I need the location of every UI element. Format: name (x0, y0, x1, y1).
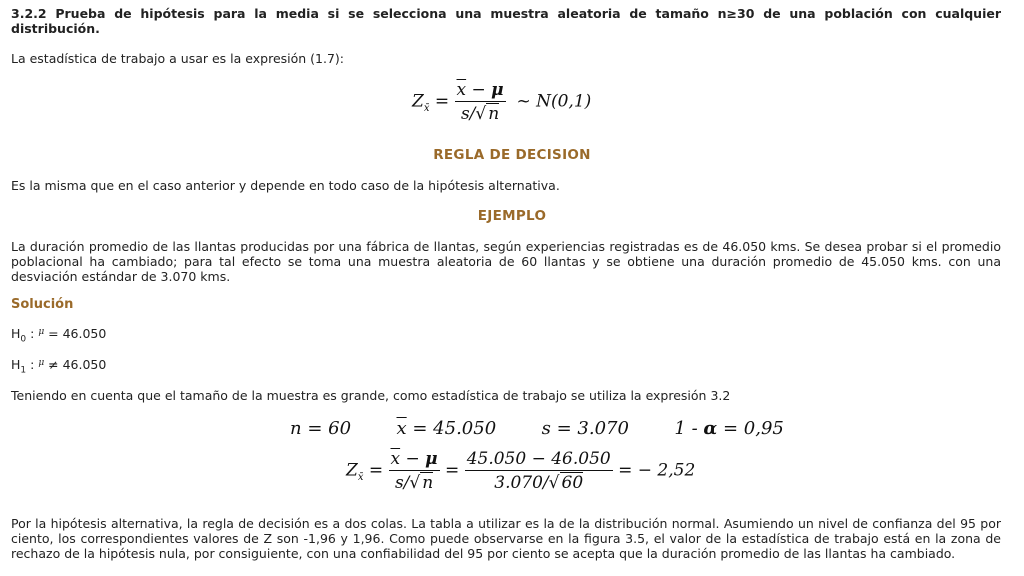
solution-text: Teniendo en cuenta que el tamaño de la muestra es grande, como estadística de trabajo se utiliza la expresión 3.2 (11, 388, 731, 403)
null-hypothesis (11, 326, 106, 345)
given-s: s = 3.070 (541, 418, 629, 439)
formula2-numeric-s: 3.070/ (494, 473, 549, 493)
formula-given-values (290, 418, 784, 439)
given-alpha-value: = 0,95 (717, 418, 784, 439)
formula1-distribution: ~ N(0,1) (516, 91, 592, 112)
h0-mu: μ (38, 327, 45, 337)
section-title: 3.2.2 Prueba de hipótesis para la media si se selecciona una muestra aleatoria de tamaño n≥30 de una población con cualquier distribución. (11, 6, 1001, 36)
formula1-minus: − (466, 80, 492, 100)
h1-subscript: 1 (20, 365, 27, 376)
given-alpha-prefix: 1 - (674, 418, 704, 439)
formula2-eq2: = (445, 460, 460, 481)
rule-title: REGLA DE DECISION (433, 147, 591, 163)
alternative-hypothesis (11, 357, 106, 376)
example-text: La duración promedio de las llantas producidas por una fábrica de llantas, según experiencias registradas es de 46.050 kms. Se desea probar si el promedio poblacional ha cambiado; para tal efecto se toma una muestra aleatoria de 60 llantas y se obtiene una duración promedio de 45.050 kms. con una desviación estándar de 3.070 kms. (11, 239, 1001, 284)
formula2-lhs: Z (346, 460, 358, 481)
formula1-n: n (488, 104, 500, 124)
formula2-fraction-numeric (465, 449, 613, 493)
given-n: n = 60 (290, 418, 352, 439)
formula1-sub: x̄ (423, 102, 430, 114)
formula2-xbar: $\overline{x}$ (390, 449, 401, 469)
intro-text: La estadística de trabajo a usar es la expresión (1.7): (11, 51, 345, 66)
solution-label: Solución (11, 297, 74, 312)
given-xbar-symbol: $\overline{x}$ (396, 418, 407, 439)
formula2-n: n (422, 473, 434, 493)
formula1-fraction (455, 80, 506, 124)
h0-subscript: 0 (20, 334, 27, 345)
formula-z-calculation (346, 449, 695, 493)
formula2-numeric-root: √ (548, 473, 560, 493)
conclusion-text: Por la hipótesis alternativa, la regla de decisión es a dos colas. La tabla a utilizar es la de la distribución normal. Asumiendo un nivel de confianza del 95 por ciento, los correspondientes valores de Z son -1,96 y 1,96. Como puede observarse en la figura 3.5, el valor de la estadística de trabajo está en la zona de rechazo de la hipótesis nula, por consiguiente, con una confiabilidad del 95 por ciento se acepta que la duración promedio de las llantas ha cambiado. (11, 516, 1001, 561)
h0-value: = 46.050 (44, 326, 107, 341)
formula2-mu: μ (425, 449, 438, 469)
formula1-mu: μ (491, 80, 504, 100)
formula2-minus: − (400, 449, 426, 469)
h1-mu: μ (38, 358, 45, 368)
formula2-s: s/ (394, 473, 410, 493)
formula1-s: s/ (460, 104, 476, 124)
formula-z-statistic (412, 80, 591, 124)
formula1-eq: = (434, 91, 450, 112)
formula2-sub: x̄ (357, 471, 364, 483)
formula1-root: √ (475, 104, 487, 124)
formula2-eq: = (368, 460, 384, 481)
formula2-fraction-symbolic (389, 449, 440, 493)
h0-letter: H (11, 326, 21, 341)
h1-colon: : (26, 357, 39, 372)
given-alpha-symbol: α (703, 418, 718, 439)
rule-text: Es la misma que en el caso anterior y depende en todo caso de la hipótesis alternativa. (11, 178, 560, 193)
formula2-numeric-numerator: 45.050 − 46.050 (466, 449, 611, 469)
h1-value: ≠ 46.050 (44, 357, 107, 372)
formula1-xbar: $\overline{x}$ (456, 80, 467, 100)
formula1-lhs: Z (412, 91, 424, 112)
h1-letter: H (11, 357, 21, 372)
h0-colon: : (26, 326, 39, 341)
formula2-numeric-n: 60 (561, 473, 584, 493)
formula2-root: √ (409, 473, 421, 493)
given-xbar-value: = 45.050 (406, 418, 497, 439)
example-title: EJEMPLO (477, 208, 547, 224)
formula2-result: = − 2,52 (618, 460, 696, 481)
